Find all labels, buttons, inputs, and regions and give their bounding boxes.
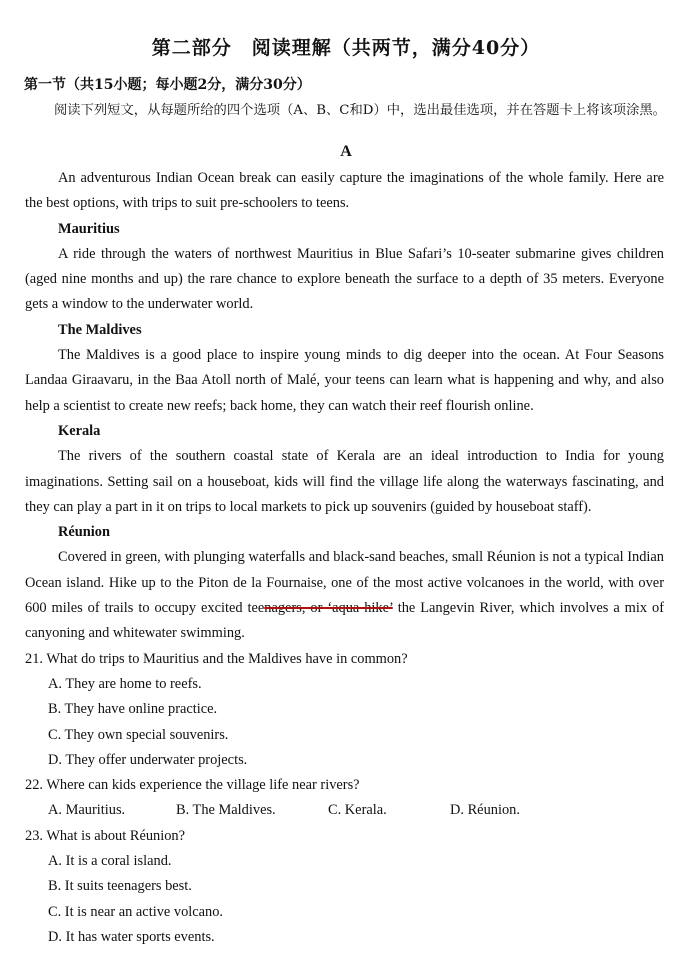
option-23-a: A. It is a coral island. (48, 853, 172, 870)
option-22-c: C. Kerala. (328, 802, 387, 819)
section-text-reunion (25, 545, 664, 646)
option-21-c: C. They own special souvenirs. (48, 726, 229, 743)
section-text-maldives: The Maldives is a good place to inspire young minds to dig deeper into the ocean. At Four Seasons Landaa Giraavaru, in the Baa Atoll north of Malé, your teens can learn what is happening and why, and also help a scientist to create new reefs; back home, they can watch their reef flourish online. (25, 347, 664, 414)
reunion-text-before: Covered in green, with plunging waterfalls and black-sand beaches, small Réunion is not a typical Indian Ocean island. Hike up to the Piton de la Fournaise, one of the most active volcanoes in the world, with over 600 miles of trails to occupy excited tee (25, 549, 664, 617)
option-21-a: A. They are home to reefs. (48, 675, 202, 692)
passage-label: A (340, 143, 352, 160)
reunion-text-after: the Langevin River, which involves a mix of canyoning and whitewater swimming. (25, 600, 664, 642)
option-22-b: B. The Maldives. (176, 802, 276, 819)
section-heading-mauritius: Mauritius (58, 220, 120, 237)
options-22 (25, 798, 664, 823)
option-22-a: A. Mauritius. (48, 802, 126, 819)
instructions: 阅读下列短文，从每题所给的四个选项（A、B、C和D）中，选出最佳选项，并在答题卡上将该项涂黑。 (54, 103, 666, 118)
option-23-c: C. It is near an active volcano. (48, 903, 224, 920)
part-title: 第二部分 阅读理解（共两节，满分40分） (151, 37, 541, 59)
section-heading-maldives: The Maldives (58, 321, 142, 338)
passage-intro: An adventurous Indian Ocean break can easily capture the imaginations of the whole family. Here are the best options, with trips to suit pre-schoolers to teens. (25, 170, 664, 212)
option-21-b: B. They have online practice. (48, 701, 218, 718)
question-22: 22. Where can kids experience the village life near rivers? (25, 777, 360, 794)
section-heading: 第一节（共15小题；每小题2分，满分30分） (24, 77, 311, 93)
section-heading-reunion: Réunion (58, 524, 110, 541)
question-23: 23. What is about Réunion? (25, 827, 186, 844)
passage-body (25, 166, 664, 950)
option-23-b: B. It suits teenagers best. (48, 878, 192, 895)
section-text-kerala: The rivers of the southern coastal state of Kerala are an ideal introduction to India for young imaginations. Setting sail on a houseboat, kids will find the village life along the waterways fascinating, and they can play a part in it on trips to local markets to pick up souvenirs (guided by houseboat staff). (25, 448, 664, 515)
section-heading-kerala: Kerala (58, 422, 101, 439)
section-text-mauritius: A ride through the waters of northwest Mauritius in Blue Safari’s 10-seater submarine gives children (aged nine months and up) the rare chance to explore beneath the surface to a depth of 35 meters. Everyone gets a window to the underwater world. (25, 245, 664, 313)
option-23-d: D. It has water sports events. (48, 928, 215, 945)
option-22-d: D. Réunion. (450, 802, 520, 819)
struck-through-text: nagers, or ‘aqua hike’ (264, 600, 393, 617)
question-21: 21. What do trips to Mauritius and the Maldives have in common? (25, 650, 408, 667)
option-21-d: D. They offer underwater projects. (48, 751, 248, 768)
